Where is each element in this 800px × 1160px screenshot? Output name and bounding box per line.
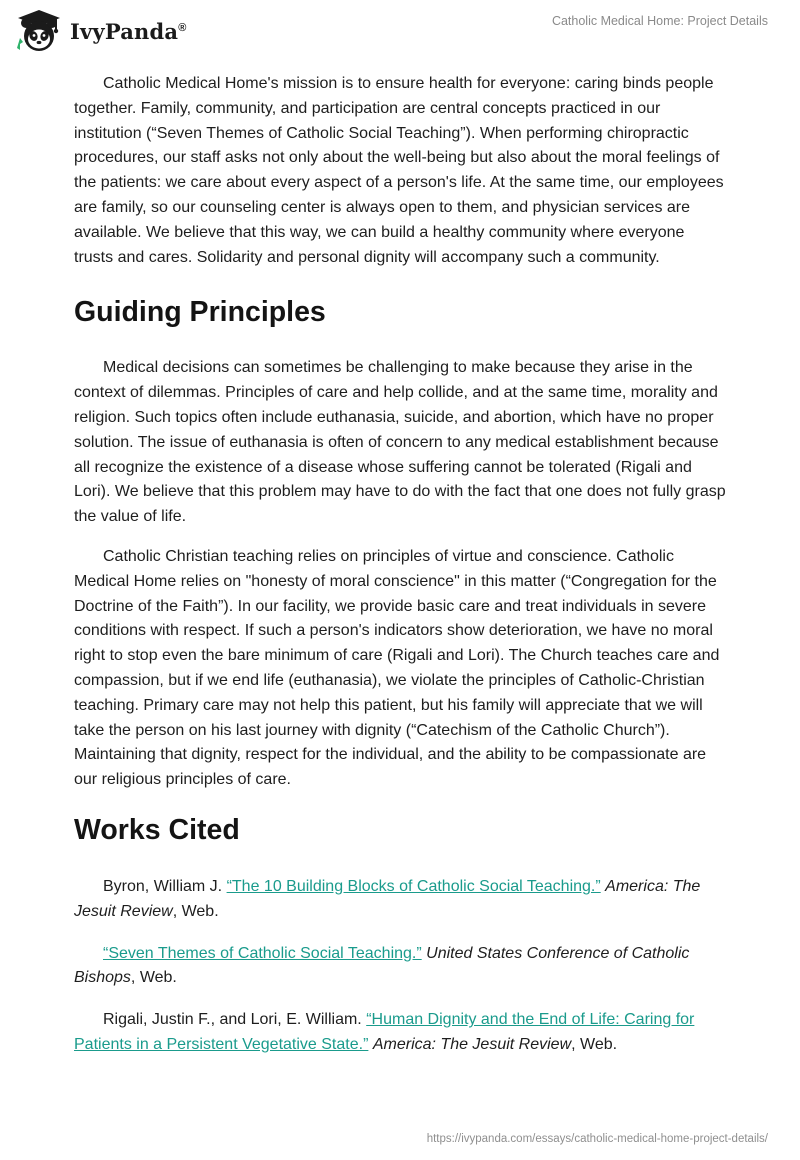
brand-name [70, 19, 187, 44]
citation-suffix: , Web. [571, 1035, 618, 1053]
guiding-paragraph: Catholic Christian teaching relies on principles of virtue and conscience. Catholic Medical Home relies on "honesty of moral conscience" in this matter (“Congregation for the Doctrine of the Faith”). In our facility, we provide basic care and treat individuals in severe conditions with respect. If such a person's indicators show deterioration, we have no moral right to stop even the bare minimum of care (Rigali and Lori). The Church teaches care and compassion, but if we end life (euthanasia), we violate the principles of Catholic-Christian teaching. Primary care may not help this patient, but his family will appreciate that we will take the person on his last journey with dignity (“Catechism of the Catholic Church”). Maintaining that dignity, respect for the individual, and the ability to be compassionate are our religious principles of care. [74, 547, 720, 789]
citation-source: America: The Jesuit Review [74, 877, 701, 920]
intro-paragraph: Catholic Medical Home's mission is to ensure health for everyone: caring binds people together. Family, community, and participation are central concepts practiced in our institution (“Seven Themes of Catholic Social Teaching”). When performing chiropractic procedures, our staff asks not only about the well-being but also about the moral feelings of the patients: we care about every aspect of a person's life. At the same time, our employees are family, so our counseling center is always open to them, and physician services are available. We believe that this way, we can build a healthy community where everyone trusts and cares. Solidarity and personal dignity will accompany such a community. [74, 75, 724, 266]
panda-logo-icon [14, 8, 64, 54]
guiding-principles-heading: Guiding Principles [74, 296, 326, 329]
citation-source: United States Conference of Catholic Bishops [74, 944, 690, 987]
citation-link[interactable]: “Human Dignity and the End of Life: Caring for Patients in a Persistent Vegetative State.” [74, 1011, 695, 1053]
citation-suffix: , Web. [172, 902, 219, 920]
citation-link[interactable]: “Seven Themes of Catholic Social Teaching.” [103, 944, 422, 962]
citation-entry [74, 875, 726, 925]
citation-author: Rigali, Justin F., and Lori, E. William. [103, 1011, 367, 1029]
citation-suffix: , Web. [130, 969, 177, 987]
registered-mark: ® [178, 21, 187, 34]
works-cited-heading: Works Cited [74, 813, 240, 846]
citation-entry [74, 942, 726, 992]
source-url[interactable]: https://ivypanda.com/essays/catholic-medical-home-project-details/ [426, 1133, 768, 1145]
document-title: Catholic Medical Home: Project Details [551, 14, 768, 28]
ivypanda-logo[interactable] [14, 8, 187, 54]
citation-entry [74, 1008, 726, 1058]
guiding-paragraph: Medical decisions can sometimes be challenging to make because they arise in the context of dilemmas. Principles of care and help collide, and at the same time, morality and religion. Such topics often include euthanasia, suicide, and abortion, which have no proper solution. The issue of euthanasia is often of concern to any medical establishment because all recognize the existence of a disease whose suffering cannot be tolerated (Rigali and Lori). We believe that this problem may have to do with the fact that one does not fully grasp the value of life. [74, 359, 726, 526]
brand-text: IvyPanda [70, 18, 179, 44]
citation-link[interactable]: “The 10 Building Blocks of Catholic Social Teaching.” [226, 877, 601, 895]
citation-source: America: The Jesuit Review [372, 1035, 572, 1053]
essay-content [74, 72, 726, 1058]
citation-author: Byron, William J. [103, 877, 227, 895]
page-header [0, 0, 800, 60]
